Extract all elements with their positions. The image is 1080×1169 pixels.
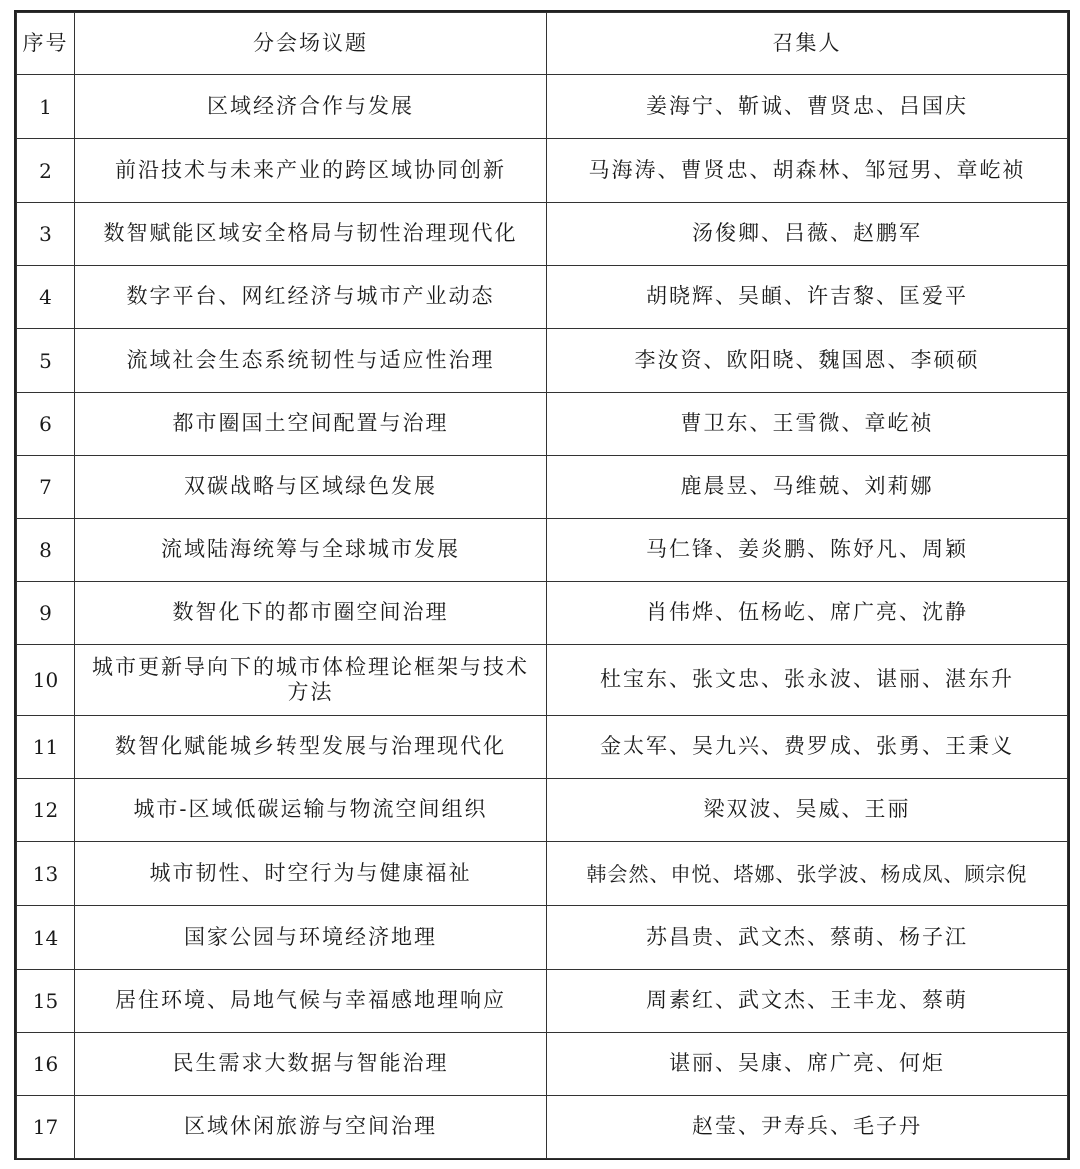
row-topic: 城市-区域低碳运输与物流空间组织 — [75, 779, 547, 842]
row-conveners: 谌丽、吴康、席广亮、何炬 — [547, 1033, 1068, 1096]
sessions-table-container — [14, 10, 1070, 1160]
row-topic: 国家公园与环境经济地理 — [75, 906, 547, 970]
row-no: 12 — [17, 779, 75, 842]
row-conveners: 韩会然、申悦、塔娜、张学波、杨成凤、顾宗倪 — [547, 842, 1068, 906]
row-topic: 区域休闲旅游与空间治理 — [75, 1096, 547, 1159]
table-row — [17, 1033, 1068, 1096]
row-conveners: 曹卫东、王雪微、章屹祯 — [547, 393, 1068, 456]
row-topic: 区域经济合作与发展 — [75, 75, 547, 139]
row-conveners: 马仁锋、姜炎鹏、陈妤凡、周颖 — [547, 519, 1068, 582]
row-conveners: 李汝资、欧阳晓、魏国恩、李硕硕 — [547, 329, 1068, 393]
table-row — [17, 1096, 1068, 1159]
table-row — [17, 842, 1068, 906]
table-row — [17, 906, 1068, 970]
row-no: 17 — [17, 1096, 75, 1159]
row-topic: 数智化赋能城乡转型发展与治理现代化 — [75, 716, 547, 779]
row-no: 4 — [17, 266, 75, 329]
row-topic: 城市韧性、时空行为与健康福祉 — [75, 842, 547, 906]
header-no: 序号 — [17, 13, 75, 75]
row-no: 14 — [17, 906, 75, 970]
row-topic: 双碳战略与区域绿色发展 — [75, 456, 547, 519]
header-conveners: 召集人 — [547, 13, 1068, 75]
table-row — [17, 716, 1068, 779]
row-topic: 数智赋能区域安全格局与韧性治理现代化 — [75, 203, 547, 266]
row-topic: 都市圈国土空间配置与治理 — [75, 393, 547, 456]
table-row — [17, 203, 1068, 266]
table-row — [17, 266, 1068, 329]
row-no: 8 — [17, 519, 75, 582]
row-topic: 前沿技术与未来产业的跨区域协同创新 — [75, 139, 547, 203]
row-conveners: 马海涛、曹贤忠、胡森林、邹冠男、章屹祯 — [547, 139, 1068, 203]
row-topic: 民生需求大数据与智能治理 — [75, 1033, 547, 1096]
table-row — [17, 645, 1068, 716]
row-no: 13 — [17, 842, 75, 906]
table-row — [17, 970, 1068, 1033]
row-conveners: 苏昌贵、武文杰、蔡萌、杨子江 — [547, 906, 1068, 970]
table-row — [17, 779, 1068, 842]
row-no: 6 — [17, 393, 75, 456]
row-no: 11 — [17, 716, 75, 779]
table-row — [17, 456, 1068, 519]
table-row — [17, 329, 1068, 393]
table-row — [17, 393, 1068, 456]
row-topic: 城市更新导向下的城市体检理论框架与技术方法 — [75, 645, 547, 716]
row-conveners: 胡晓辉、吴頔、许吉黎、匡爱平 — [547, 266, 1068, 329]
row-conveners: 赵莹、尹寿兵、毛子丹 — [547, 1096, 1068, 1159]
row-conveners: 鹿晨昱、马维兢、刘莉娜 — [547, 456, 1068, 519]
row-no: 7 — [17, 456, 75, 519]
row-topic: 数字平台、网红经济与城市产业动态 — [75, 266, 547, 329]
row-no: 2 — [17, 139, 75, 203]
row-no: 3 — [17, 203, 75, 266]
row-topic: 流域陆海统筹与全球城市发展 — [75, 519, 547, 582]
row-conveners: 肖伟烨、伍杨屹、席广亮、沈静 — [547, 582, 1068, 645]
table-header-row — [17, 13, 1068, 75]
row-conveners: 金太军、吴九兴、费罗成、张勇、王秉义 — [547, 716, 1068, 779]
row-no: 1 — [17, 75, 75, 139]
row-conveners: 周素红、武文杰、王丰龙、蔡萌 — [547, 970, 1068, 1033]
row-conveners: 汤俊卿、吕薇、赵鹏军 — [547, 203, 1068, 266]
row-conveners: 杜宝东、张文忠、张永波、谌丽、湛东升 — [547, 645, 1068, 716]
row-topic: 数智化下的都市圈空间治理 — [75, 582, 547, 645]
row-no: 10 — [17, 645, 75, 716]
row-topic: 居住环境、局地气候与幸福感地理响应 — [75, 970, 547, 1033]
row-no: 15 — [17, 970, 75, 1033]
header-topic: 分会场议题 — [75, 13, 547, 75]
row-topic: 流域社会生态系统韧性与适应性治理 — [75, 329, 547, 393]
table-row — [17, 582, 1068, 645]
row-no: 16 — [17, 1033, 75, 1096]
table-row — [17, 519, 1068, 582]
row-conveners: 梁双波、吴威、王丽 — [547, 779, 1068, 842]
table-row — [17, 75, 1068, 139]
sessions-table — [16, 12, 1068, 1159]
row-conveners: 姜海宁、靳诚、曹贤忠、吕国庆 — [547, 75, 1068, 139]
table-row — [17, 139, 1068, 203]
row-no: 5 — [17, 329, 75, 393]
row-no: 9 — [17, 582, 75, 645]
